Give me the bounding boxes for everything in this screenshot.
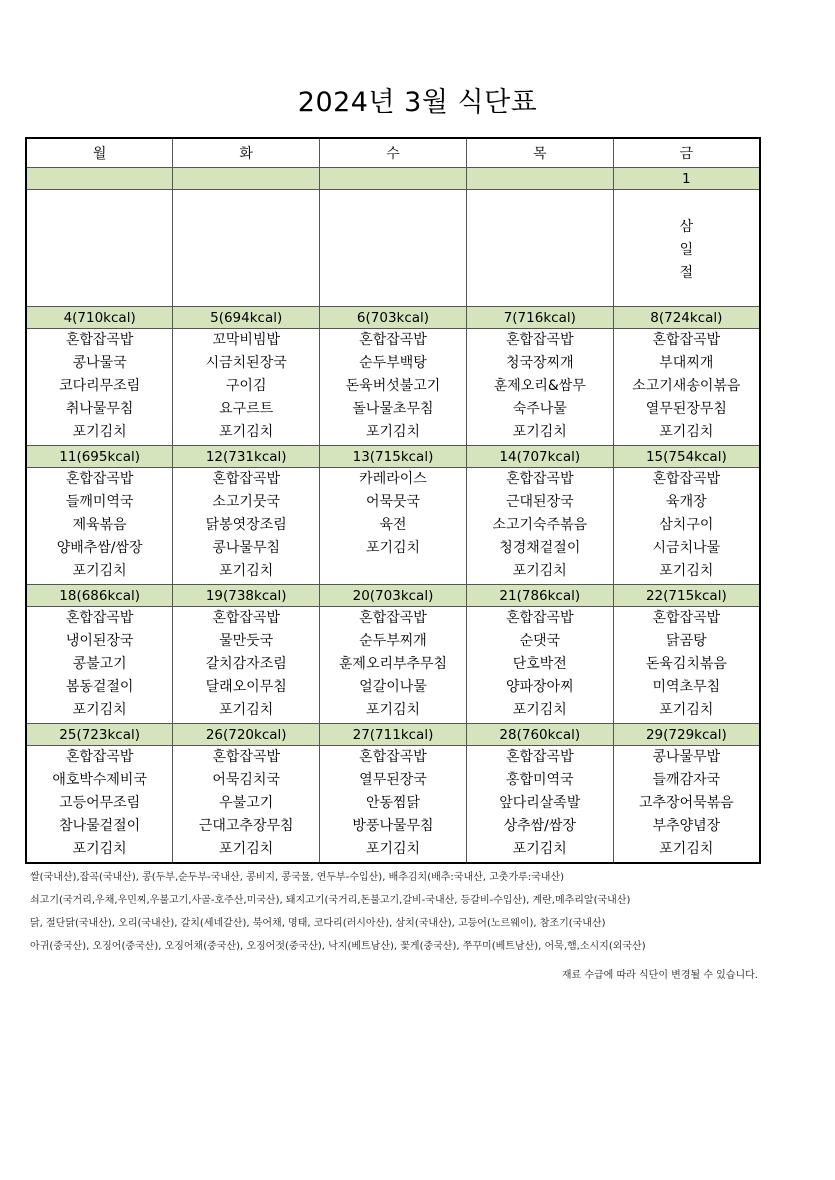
dish-item: 부추양념장: [652, 818, 721, 834]
dish-item: 포기김치: [72, 563, 127, 579]
dish-item: 숙주나물: [512, 401, 567, 417]
dish-item: 포기김치: [72, 841, 127, 857]
menu-cell: [320, 607, 467, 724]
dish-item: 소고기뭇국: [212, 494, 280, 510]
dish-item: 혼합잡곡밥: [652, 610, 721, 626]
dish-item: 방풍나물무침: [352, 818, 434, 834]
date-cell: 6(703kcal): [320, 307, 467, 329]
date-row-week2: [26, 446, 760, 468]
dish-item: 혼합잡곡밥: [652, 471, 721, 487]
dish-item: 콩나물무침: [212, 540, 280, 556]
dish-item: 요구르트: [219, 401, 274, 417]
dish-item: 삼치구이: [659, 517, 714, 533]
dish-item: 고추장어묵볶음: [639, 795, 734, 811]
menu-change-remark: 재료 수급에 따라 식단이 변경될 수 있습니다.: [561, 970, 758, 981]
dish-item: 콩불고기: [72, 656, 127, 672]
menu-cell: [466, 607, 613, 724]
weekday-thu: 목: [466, 138, 613, 168]
date-cell: 5(694kcal): [173, 307, 320, 329]
dish-item: 포기김치: [219, 702, 274, 718]
date-row-week0: [26, 168, 760, 190]
menu-row-week0: [26, 190, 760, 307]
dish-item: 돈육김치볶음: [645, 656, 727, 672]
dish-item: 포기김치: [72, 702, 127, 718]
menu-cell: [466, 329, 613, 446]
date-cell: 18(686kcal): [26, 585, 173, 607]
menu-table: [25, 137, 761, 864]
holiday-char: 삼: [679, 219, 694, 235]
menu-cell-empty: [26, 190, 173, 307]
date-cell: 1: [613, 168, 760, 190]
menu-cell-empty: [173, 190, 320, 307]
dish-item: 혼합잡곡밥: [65, 610, 134, 626]
dish-item: 열무된장국: [359, 772, 427, 788]
dish-item: 혼합잡곡밥: [359, 749, 427, 765]
dish-item: 혼합잡곡밥: [505, 749, 574, 765]
dish-item: 근대고추장무침: [198, 818, 294, 834]
menu-row-week3: [26, 607, 760, 724]
menu-cell: [320, 468, 467, 585]
origin-notes: [30, 872, 770, 964]
date-row-week1: [26, 307, 760, 329]
dish-item: 육개장: [666, 494, 707, 510]
dish-item: 순두부백탕: [359, 355, 427, 371]
page-title: 2024년 3월 식단표: [297, 87, 538, 118]
dish-item: 양배추쌈/쌈장: [56, 540, 143, 556]
date-cell: 7(716kcal): [466, 307, 613, 329]
date-cell: 20(703kcal): [320, 585, 467, 607]
menu-cell: [466, 746, 613, 864]
dish-item: 포기김치: [365, 424, 421, 440]
weekday-header-row: [26, 138, 760, 168]
menu-cell: [613, 468, 760, 585]
date-cell: 21(786kcal): [466, 585, 613, 607]
dish-item: 양파장아찌: [505, 679, 574, 695]
dish-item: 청국장찌개: [505, 355, 574, 371]
dish-item: 혼합잡곡밥: [359, 332, 427, 348]
date-cell: 19(738kcal): [173, 585, 320, 607]
origin-note: 쌀(국내산),잡곡(국내산), 콩(두부,순두부-국내산, 콩비지, 콩국물, 연두부-수입산), 배추김치(배추:국내산, 고춧가루:국내산): [30, 872, 565, 883]
dish-item: 닭곰탕: [666, 633, 707, 649]
menu-cell: [173, 746, 320, 864]
dish-item: 혼합잡곡밥: [505, 332, 574, 348]
date-cell: [173, 168, 320, 190]
dish-item: 봄동겉절이: [65, 679, 134, 695]
dish-item: 포기김치: [365, 540, 421, 556]
weekday-wed: 수: [320, 138, 467, 168]
date-cell: 29(729kcal): [613, 724, 760, 746]
menu-cell-empty: [466, 190, 613, 307]
dish-item: 훈제오리&쌈무: [493, 378, 586, 394]
dish-item: 혼합잡곡밥: [65, 471, 134, 487]
dish-item: 어묵김치국: [212, 772, 280, 788]
dish-item: 포기김치: [72, 424, 127, 440]
dish-item: 돈육버섯불고기: [345, 378, 441, 394]
date-cell: 22(715kcal): [613, 585, 760, 607]
holiday-cell: [613, 190, 760, 307]
dish-item: 카레라이스: [359, 471, 427, 487]
menu-cell: [320, 746, 467, 864]
menu-cell: [613, 746, 760, 864]
menu-cell: [26, 746, 173, 864]
dish-item: 시금치된장국: [205, 355, 287, 371]
dish-item: 포기김치: [365, 841, 421, 857]
weekday-fri: 금: [613, 138, 760, 168]
date-cell: 15(754kcal): [613, 446, 760, 468]
menu-cell: [466, 468, 613, 585]
dish-item: 열무된장무침: [645, 401, 727, 417]
date-cell: 12(731kcal): [173, 446, 320, 468]
dish-item: 상추쌈/쌈장: [503, 818, 576, 834]
dish-item: 구이김: [225, 378, 267, 394]
date-cell: 27(711kcal): [320, 724, 467, 746]
dish-item: 청경채겉절이: [499, 540, 581, 556]
menu-cell: [26, 468, 173, 585]
menu-cell: [173, 468, 320, 585]
date-row-week3: [26, 585, 760, 607]
origin-note: 아귀(중국산), 오징어(중국산), 오징어채(중국산), 오징어젓(중국산), 낙지(베트남산), 꽃게(중국산), 쭈꾸미(베트남산), 어묵,햄,소시지(외국산): [30, 941, 646, 952]
dish-item: [320, 560, 466, 583]
holiday-char: 절: [679, 265, 694, 281]
holiday-char: 일: [679, 242, 694, 258]
dish-item: 얼갈이나물: [359, 679, 427, 695]
date-cell: [320, 168, 467, 190]
dish-item: 우불고기: [219, 795, 274, 811]
dish-item: 포기김치: [512, 702, 567, 718]
dish-item: 포기김치: [659, 841, 714, 857]
dish-item: 코다리무조림: [59, 378, 141, 394]
dish-item: 소고기새송이볶음: [632, 378, 741, 394]
dish-item: 혼합잡곡밥: [212, 471, 280, 487]
menu-row-week2: [26, 468, 760, 585]
dish-item: 부대찌개: [659, 355, 714, 371]
dish-item: 어묵뭇국: [365, 494, 421, 510]
dish-item: 포기김치: [659, 702, 714, 718]
dish-item: 꼬막비빔밥: [212, 332, 280, 348]
dish-item: 혼합잡곡밥: [65, 749, 134, 765]
dish-item: 포기김치: [512, 424, 567, 440]
menu-cell: [26, 607, 173, 724]
dish-item: 포기김치: [365, 702, 421, 718]
dish-item: 혼합잡곡밥: [65, 332, 134, 348]
dish-item: 달래오이무침: [205, 679, 287, 695]
dish-item: 미역초무침: [652, 679, 721, 695]
dish-item: 제육볶음: [72, 517, 127, 533]
dish-item: 혼합잡곡밥: [505, 610, 574, 626]
dish-item: 포기김치: [219, 424, 274, 440]
dish-item: 시금치나물: [652, 540, 721, 556]
date-cell: 28(760kcal): [466, 724, 613, 746]
dish-item: 포기김치: [219, 841, 274, 857]
dish-item: 콩나물국: [72, 355, 127, 371]
origin-note: 닭, 절단닭(국내산), 오리(국내산), 갈치(세네갈산), 북어채, 명태, 코다리(러시아산), 삼치(국내산), 고등어(노르웨이), 참조기(국내산): [30, 918, 606, 929]
dish-item: 포기김치: [512, 841, 567, 857]
dish-item: 취나물무침: [65, 401, 134, 417]
date-cell: 25(723kcal): [26, 724, 173, 746]
dish-item: 훈제오리부추무침: [338, 656, 448, 672]
dish-item: 육전: [379, 517, 407, 533]
date-cell: 26(720kcal): [173, 724, 320, 746]
dish-item: 혼합잡곡밥: [359, 610, 427, 626]
dish-item: 혼합잡곡밥: [212, 749, 280, 765]
dish-item: 콩나물무밥: [652, 749, 721, 765]
dish-item: 근대된장국: [505, 494, 574, 510]
date-cell: 8(724kcal): [613, 307, 760, 329]
date-cell: 13(715kcal): [320, 446, 467, 468]
weekday-tue: 화: [173, 138, 320, 168]
dish-item: 순댓국: [519, 633, 561, 649]
dish-item: 애호박수제비국: [52, 772, 147, 788]
date-cell: [466, 168, 613, 190]
dish-item: 혼합잡곡밥: [652, 332, 721, 348]
menu-cell: [613, 607, 760, 724]
menu-row-week4: [26, 746, 760, 864]
dish-item: 앞다리살족발: [499, 795, 581, 811]
date-cell: [26, 168, 173, 190]
menu-cell: [613, 329, 760, 446]
dish-item: 냉이된장국: [65, 633, 134, 649]
menu-cell: [26, 329, 173, 446]
dish-item: 소고기숙주볶음: [492, 517, 588, 533]
dish-item: 포기김치: [659, 424, 714, 440]
dish-item: 순두부찌개: [359, 633, 427, 649]
dish-item: 물만둣국: [219, 633, 274, 649]
dish-item: 홍합미역국: [505, 772, 574, 788]
dish-item: 고등어무조림: [59, 795, 141, 811]
dish-item: 참나물겉절이: [59, 818, 141, 834]
dish-item: 갈치감자조림: [205, 656, 287, 672]
dish-item: 들깨감자국: [652, 772, 721, 788]
menu-row-week1: [26, 329, 760, 446]
menu-cell-empty: [320, 190, 467, 307]
date-cell: 4(710kcal): [26, 307, 173, 329]
date-cell: 11(695kcal): [26, 446, 173, 468]
weekday-mon: 월: [26, 138, 173, 168]
dish-item: 닭봉엿장조림: [205, 517, 287, 533]
dish-item: 포기김치: [512, 563, 567, 579]
dish-item: 안동찜닭: [365, 795, 421, 811]
menu-cell: [173, 607, 320, 724]
dish-item: 포기김치: [659, 563, 714, 579]
dish-item: 단호박전: [512, 656, 567, 672]
dish-item: 들깨미역국: [65, 494, 134, 510]
dish-item: 혼합잡곡밥: [505, 471, 574, 487]
dish-item: 혼합잡곡밥: [212, 610, 280, 626]
menu-cell: [320, 329, 467, 446]
date-cell: 14(707kcal): [466, 446, 613, 468]
date-row-week4: [26, 724, 760, 746]
menu-cell: [173, 329, 320, 446]
dish-item: 포기김치: [219, 563, 274, 579]
origin-note: 쇠고기(국거리,우채,우민찌,우불고기,사골-호주산,미국산), 돼지고기(국거리,돈불고기,갈비-국내산, 등갈비-수입산), 계란,메추리알(국내산): [30, 895, 631, 906]
dish-item: 돌나물초무침: [352, 401, 434, 417]
